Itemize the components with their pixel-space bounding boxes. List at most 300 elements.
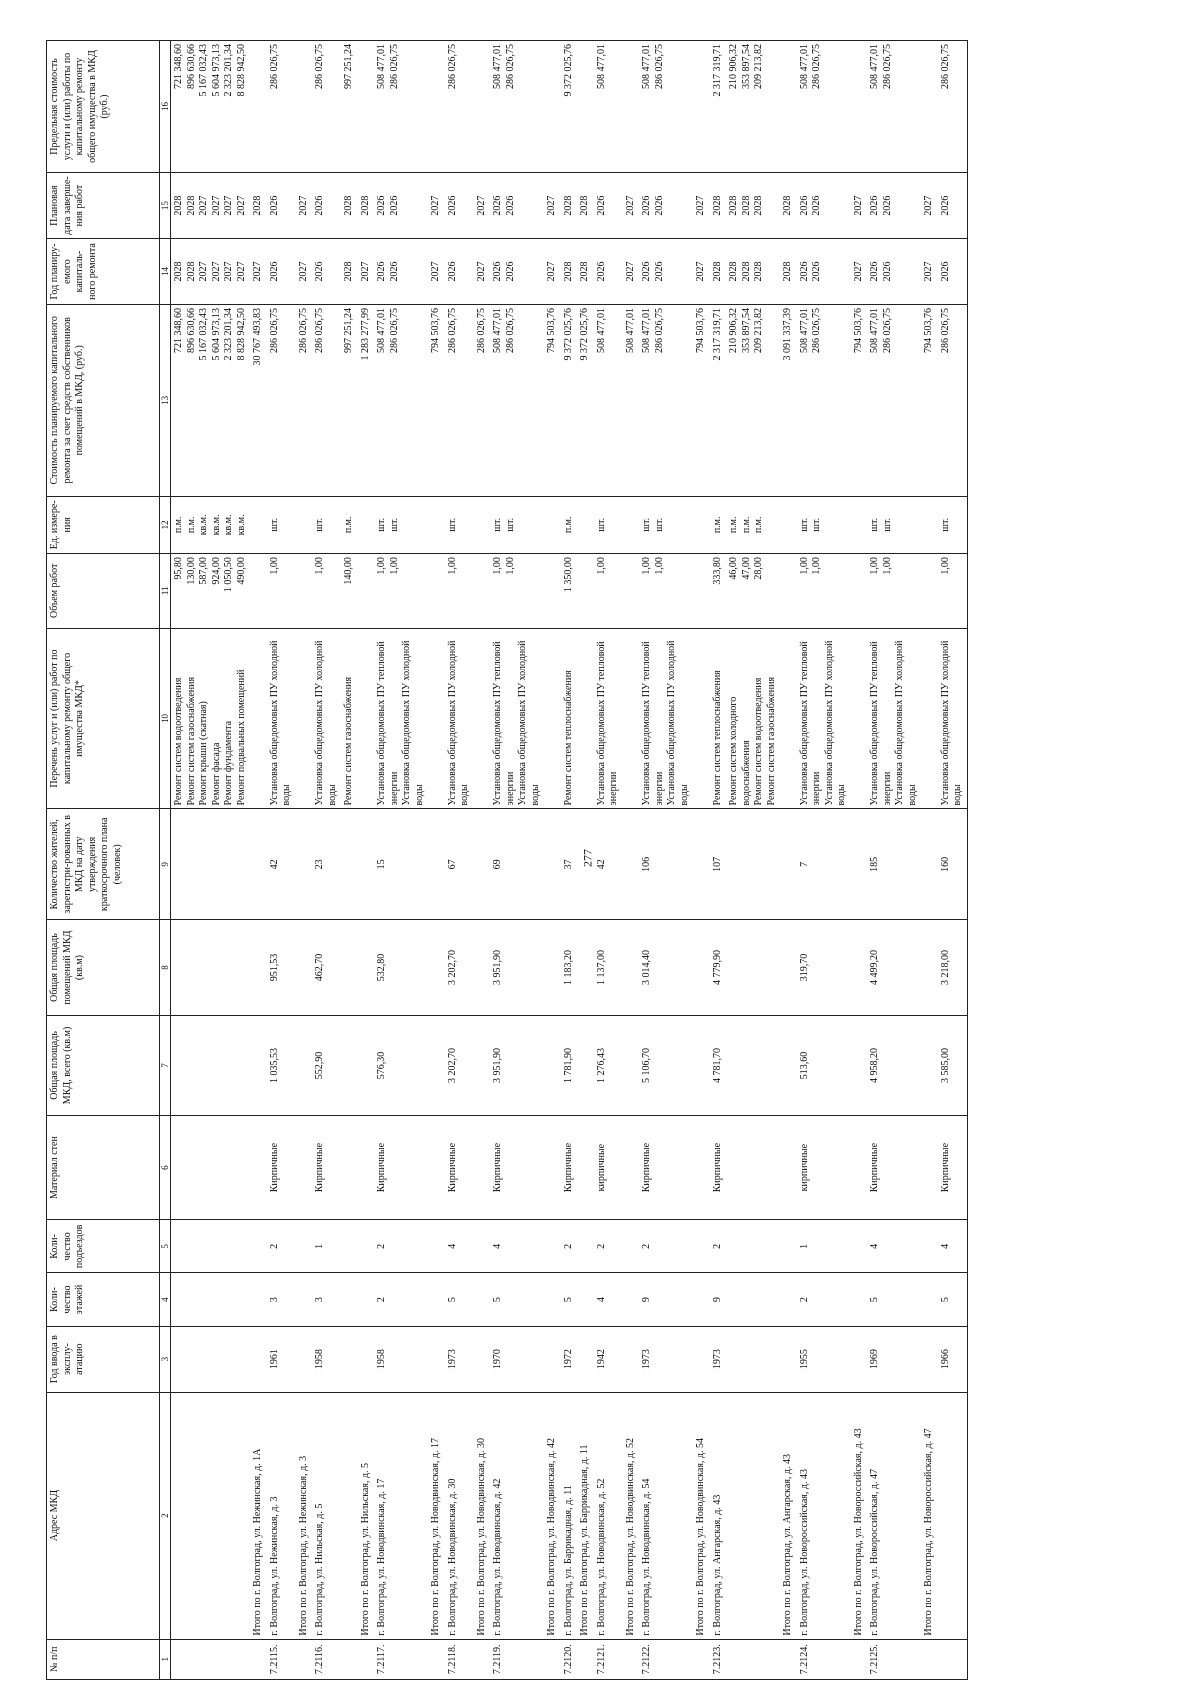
work-items-cell <box>938 628 968 809</box>
repair-year-cell <box>358 239 375 305</box>
row-number-cell <box>171 1639 251 1679</box>
cost-limit-cell <box>312 41 341 173</box>
planned-cost-line: 286 026,75 <box>881 308 893 354</box>
premises-area-cell <box>851 920 868 1016</box>
work-items-line: Ремонт систем теплоснабжения <box>562 670 574 806</box>
work-items-line: Установка общедомовых ПУ холодной воды <box>401 640 425 806</box>
cost-limit-line: 5 604 973,13 <box>210 44 222 97</box>
wall-material-cell <box>623 1115 640 1219</box>
cost-limit-line: 286 026,75 <box>939 44 951 89</box>
address-cell: г. Волгоград, ул. Новодвинская, д. 42 <box>490 1392 544 1639</box>
year-built-cell: 1973 <box>639 1326 693 1392</box>
cost-limit-cell <box>938 41 968 173</box>
work-volume-cell <box>374 554 428 629</box>
row-number-cell: 7.2123. <box>710 1639 727 1679</box>
address-cell: г. Волгоград, ул. Новодвинская, д. 30 <box>445 1392 474 1639</box>
total-area-cell: 3 202,70 <box>445 1015 474 1115</box>
planned-cost-line: 508 477,01 <box>798 308 810 354</box>
row-number-cell <box>544 1639 561 1679</box>
completion-date-cell <box>594 173 623 239</box>
column-header-12: Ед. измере-ния <box>47 496 160 553</box>
work-volume-line: 1,00 <box>869 557 880 575</box>
table-row <box>171 41 251 1680</box>
repair-year-cell <box>445 239 474 305</box>
residents-count-cell <box>358 809 375 920</box>
address-cell <box>341 1392 358 1639</box>
work-items-line: Ремонт фундамента <box>223 720 234 806</box>
table-row <box>561 41 578 1680</box>
work-volume-line: 1,00 <box>641 557 652 575</box>
premises-area-cell: 4 499,20 <box>867 920 921 1016</box>
work-volume-cell <box>594 554 623 629</box>
residents-count-cell <box>296 809 313 920</box>
year-built-cell <box>726 1326 780 1392</box>
wall-material-cell <box>693 1115 710 1219</box>
completion-date-cell <box>358 173 375 239</box>
table-row <box>374 41 428 1680</box>
floors-count-cell <box>780 1273 797 1326</box>
unit-line: кв.м. <box>210 514 222 536</box>
repair-year-line: 2026 <box>869 261 880 282</box>
subtotal-row <box>296 41 313 1680</box>
cost-limit-cell <box>474 41 491 173</box>
unit-line: п.м. <box>740 516 752 534</box>
planned-cost-line: 508 477,01 <box>624 308 636 354</box>
wall-material-cell <box>358 1115 375 1219</box>
wall-material-cell <box>851 1115 868 1219</box>
planned-cost-line: 286 026,75 <box>475 308 487 354</box>
premises-area-cell <box>544 920 561 1016</box>
unit-cell <box>921 496 938 553</box>
wall-material-cell <box>474 1115 491 1219</box>
work-items-line: Установка общедомовых ПУ тепловой энергии <box>869 641 893 806</box>
total-area-cell <box>921 1015 938 1115</box>
planned-cost-cell <box>267 305 296 497</box>
repair-year-line: 2026 <box>268 261 280 282</box>
repair-year-cell <box>544 239 561 305</box>
work-items-cell <box>577 628 594 809</box>
wall-material-cell: Кирпичные <box>312 1115 341 1219</box>
work-volume-cell <box>867 554 921 629</box>
premises-area-cell <box>296 920 313 1016</box>
repair-year-cell <box>693 239 710 305</box>
planned-cost-cell <box>341 305 358 497</box>
completion-date-cell <box>474 173 491 239</box>
row-number-cell: 7.2120. <box>561 1639 578 1679</box>
year-built-cell: 1973 <box>710 1326 727 1392</box>
unit-cell <box>312 496 341 553</box>
planned-cost-line: 794 503,76 <box>923 308 934 354</box>
address-cell: Итого по г. Волгоград, ул. Новороссийская, д. 43 <box>851 1392 868 1639</box>
address-cell: Итого по г. Волгоград, ул. Новодвинская, д. 52 <box>623 1392 640 1639</box>
repair-year-cell <box>267 239 296 305</box>
floors-count-cell <box>341 1273 358 1326</box>
completion-date-cell <box>726 173 780 239</box>
column-number-4: 4 <box>160 1273 171 1326</box>
planned-cost-line: 508 477,01 <box>595 308 607 354</box>
year-built-cell: 1958 <box>374 1326 428 1392</box>
planned-cost-cell <box>710 305 727 497</box>
repair-year-line: 2028 <box>782 261 793 282</box>
premises-area-cell <box>474 920 491 1016</box>
work-items-line: Ремонт подвальных помещений <box>235 669 247 806</box>
wall-material-cell: Кирпичные <box>267 1115 296 1219</box>
unit-line: шт. <box>641 517 652 532</box>
completion-date-line: 2026 <box>595 195 607 216</box>
subtotal-row <box>358 41 375 1680</box>
address-cell <box>726 1392 780 1639</box>
residents-count-cell: 7 <box>797 809 851 920</box>
completion-date-cell <box>867 173 921 239</box>
work-items-cell <box>171 628 251 809</box>
planned-cost-cell <box>312 305 341 497</box>
cost-limit-cell <box>374 41 428 173</box>
column-header-7: Общая площадь МКД, всего (кв.м) <box>47 1015 160 1115</box>
subtotal-row <box>250 41 267 1680</box>
floors-count-cell <box>474 1273 491 1326</box>
planned-cost-line: 3 091 337,39 <box>782 308 793 361</box>
completion-date-cell <box>577 173 594 239</box>
completion-date-cell <box>341 173 358 239</box>
column-number-2: 2 <box>160 1392 171 1639</box>
floors-count-cell: 5 <box>445 1273 474 1326</box>
unit-line: п.м. <box>728 516 739 534</box>
work-items-line: Установка общедомовых ПУ тепловой энергии <box>798 641 822 806</box>
column-number-11: 11 <box>160 554 171 629</box>
work-volume-line: 140,00 <box>343 557 354 585</box>
total-area-cell <box>726 1015 780 1115</box>
premises-area-cell: 3 218,00 <box>938 920 968 1016</box>
column-header-9: Количество жителей, зарегистри-рованных в МКД на дату утверждения краткосрочного плана (человек) <box>47 809 160 920</box>
repair-year-cell <box>938 239 968 305</box>
planned-cost-line: 286 026,75 <box>653 308 665 354</box>
repair-year-line: 2026 <box>811 261 822 282</box>
work-volume-cell <box>851 554 868 629</box>
planned-cost-cell <box>639 305 693 497</box>
row-number-cell <box>358 1639 375 1679</box>
floors-count-cell <box>171 1273 251 1326</box>
total-area-cell <box>428 1015 445 1115</box>
work-volume-cell <box>171 554 251 629</box>
completion-date-line: 2028 <box>359 195 371 216</box>
completion-date-line: 2028 <box>753 195 764 216</box>
completion-date-line: 2028 <box>711 195 723 216</box>
completion-date-line: 2028 <box>740 195 752 216</box>
planned-cost-cell <box>780 305 797 497</box>
work-volume-line: 1,00 <box>446 557 458 575</box>
row-number-cell <box>474 1639 491 1679</box>
residents-count-cell: 69 <box>490 809 544 920</box>
planned-cost-cell <box>374 305 428 497</box>
total-area-cell <box>623 1015 640 1115</box>
entrances-count-cell <box>341 1220 358 1273</box>
floors-count-cell: 2 <box>374 1273 428 1326</box>
entrances-count-cell <box>544 1220 561 1273</box>
cost-limit-cell <box>710 41 727 173</box>
entrances-count-cell <box>428 1220 445 1273</box>
repair-year-line: 2028 <box>562 261 574 282</box>
planned-cost-line: 210 906,32 <box>728 308 739 354</box>
work-items-cell <box>490 628 544 809</box>
work-items-line: Установка общедомовых ПУ холодной воды <box>894 640 918 806</box>
repair-year-cell <box>341 239 358 305</box>
completion-date-line: 2028 <box>343 195 354 216</box>
table-row <box>639 41 693 1680</box>
premises-area-cell <box>921 920 938 1016</box>
unit-cell <box>780 496 797 553</box>
completion-date-cell <box>561 173 578 239</box>
wall-material-cell <box>428 1115 445 1219</box>
residents-count-cell <box>544 809 561 920</box>
planned-cost-cell <box>851 305 868 497</box>
floors-count-cell: 3 <box>312 1273 341 1326</box>
column-number-5: 5 <box>160 1220 171 1273</box>
completion-date-cell <box>445 173 474 239</box>
work-volume-line: 130,00 <box>185 557 197 585</box>
entrances-count-cell: 1 <box>797 1220 851 1273</box>
residents-count-cell: 42 <box>267 809 296 920</box>
row-number-cell: 7.2124. <box>797 1639 851 1679</box>
completion-date-line: 2028 <box>252 195 263 216</box>
unit-cell <box>544 496 561 553</box>
unit-line: шт. <box>653 517 665 532</box>
floors-count-cell <box>250 1273 267 1326</box>
floors-count-cell: 9 <box>710 1273 727 1326</box>
premises-area-cell <box>623 920 640 1016</box>
address-cell: Итого по г. Волгоград, ул. Новодвинская, д. 30 <box>474 1392 491 1639</box>
row-number-cell <box>938 1639 968 1679</box>
planned-cost-line: 508 477,01 <box>641 308 652 354</box>
floors-count-cell <box>544 1273 561 1326</box>
unit-line: кв.м. <box>235 514 247 536</box>
completion-date-cell <box>851 173 868 239</box>
entrances-count-cell <box>296 1220 313 1273</box>
residents-count-cell <box>623 809 640 920</box>
completion-date-line: 2028 <box>579 195 590 216</box>
work-items-line: Ремонт систем газоснабжения <box>765 676 777 806</box>
column-header-1: № п/п <box>47 1639 160 1679</box>
wall-material-cell: Кирпичные <box>490 1115 544 1219</box>
total-area-cell: 3 951,90 <box>490 1015 544 1115</box>
work-items-line: Ремонт фасада <box>210 742 222 806</box>
work-items-cell <box>374 628 428 809</box>
repair-year-line: 2028 <box>579 261 590 282</box>
completion-date-line: 2026 <box>881 195 893 216</box>
cost-limit-cell <box>623 41 640 173</box>
unit-line: кв.м. <box>198 514 209 536</box>
work-items-cell <box>780 628 797 809</box>
residents-count-cell <box>428 809 445 920</box>
work-volume-cell <box>544 554 561 629</box>
completion-date-line: 2026 <box>446 195 458 216</box>
planned-cost-cell <box>296 305 313 497</box>
year-built-cell: 1972 <box>561 1326 578 1392</box>
total-area-cell: 513,60 <box>797 1015 851 1115</box>
row-number-cell: 7.2115. <box>267 1639 296 1679</box>
planned-cost-line: 9 372 025,76 <box>562 308 574 361</box>
work-volume-line: 1,00 <box>595 557 607 575</box>
repair-year-line: 2028 <box>185 261 197 282</box>
unit-line: п.м. <box>173 516 184 534</box>
column-number-15: 15 <box>160 173 171 239</box>
premises-area-cell: 1 183,20 <box>561 920 578 1016</box>
cost-limit-cell <box>780 41 797 173</box>
unit-cell <box>267 496 296 553</box>
repair-year-line: 2027 <box>252 261 263 282</box>
planned-cost-cell <box>921 305 938 497</box>
completion-date-line: 2026 <box>314 195 325 216</box>
residents-count-cell <box>171 809 251 920</box>
year-built-cell <box>544 1326 561 1392</box>
planned-cost-line: 9 372 025,76 <box>579 308 590 361</box>
column-number-7: 7 <box>160 1015 171 1115</box>
total-area-cell <box>341 1015 358 1115</box>
repair-year-cell <box>780 239 797 305</box>
work-items-cell <box>851 628 868 809</box>
work-volume-line: 1,00 <box>314 557 325 575</box>
total-area-cell <box>358 1015 375 1115</box>
table-row <box>312 41 341 1680</box>
work-volume-line: 28,00 <box>753 557 764 580</box>
completion-date-cell <box>797 173 851 239</box>
work-volume-cell <box>312 554 341 629</box>
planned-cost-line: 286 026,75 <box>446 308 458 354</box>
wall-material-cell: Кирпичные <box>561 1115 578 1219</box>
entrances-count-cell <box>726 1220 780 1273</box>
unit-line: шт. <box>881 517 893 532</box>
unit-cell <box>374 496 428 553</box>
wall-material-cell: Кирпичные <box>374 1115 428 1219</box>
total-area-cell: 1 781,90 <box>561 1015 578 1115</box>
wall-material-cell: Кирпичные <box>639 1115 693 1219</box>
column-header-15: Плановая дата заверше-ния работ <box>47 173 160 239</box>
table-header <box>47 41 171 1680</box>
floors-count-cell: 9 <box>639 1273 693 1326</box>
repair-year-cell <box>250 239 267 305</box>
completion-date-line: 2027 <box>852 195 864 216</box>
planned-cost-line: 794 503,76 <box>695 308 706 354</box>
planned-cost-cell <box>693 305 710 497</box>
work-items-cell <box>623 628 640 809</box>
entrances-count-cell <box>623 1220 640 1273</box>
completion-date-line: 2027 <box>198 195 209 216</box>
completion-date-cell <box>296 173 313 239</box>
cost-limit-line: 2 323 201,34 <box>223 44 234 97</box>
work-volume-cell <box>693 554 710 629</box>
cost-limit-cell <box>445 41 474 173</box>
repair-year-line: 2027 <box>546 261 557 282</box>
row-number-cell <box>250 1639 267 1679</box>
row-number-cell <box>577 1639 594 1679</box>
entrances-count-cell: 2 <box>374 1220 428 1273</box>
planned-cost-line: 286 026,75 <box>297 308 309 354</box>
unit-line: шт. <box>811 517 822 532</box>
unit-line: кв.м. <box>223 514 234 536</box>
completion-date-cell <box>267 173 296 239</box>
work-volume-line: 95,80 <box>173 557 184 580</box>
subtotal-row <box>577 41 594 1680</box>
entrances-count-cell: 4 <box>490 1220 544 1273</box>
residents-count-cell <box>250 809 267 920</box>
cost-limit-line: 2 317 319,71 <box>711 44 723 97</box>
completion-date-line: 2027 <box>624 195 636 216</box>
entrances-count-cell: 1 <box>312 1220 341 1273</box>
work-items-cell <box>358 628 375 809</box>
work-volume-cell <box>726 554 780 629</box>
cost-limit-line: 8 828 942,50 <box>235 44 247 97</box>
address-cell: Итого по г. Волгоград, ул. Новодвинская, д. 17 <box>428 1392 445 1639</box>
cost-limit-cell <box>358 41 375 173</box>
unit-line: п.м. <box>185 516 197 534</box>
cost-limit-cell <box>561 41 578 173</box>
floors-count-cell <box>428 1273 445 1326</box>
repair-year-cell <box>594 239 623 305</box>
completion-date-line: 2027 <box>223 195 234 216</box>
column-number-3: 3 <box>160 1326 171 1392</box>
repair-year-cell <box>474 239 491 305</box>
column-header-13: Стоимость планируемого капитального ремонта за счет средств собственников помещений в МКД, (руб.) <box>47 305 160 497</box>
floors-count-cell <box>623 1273 640 1326</box>
cost-limit-line: 721 348,60 <box>173 44 184 89</box>
work-items-cell <box>474 628 491 809</box>
premises-area-cell: 3 202,70 <box>445 920 474 1016</box>
year-built-cell <box>851 1326 868 1392</box>
planned-cost-line: 5 604 973,13 <box>210 308 222 361</box>
table-body <box>171 41 968 1680</box>
address-cell: Итого по г. Волгоград, ул. Нежинская, д. 3 <box>296 1392 313 1639</box>
total-area-cell <box>544 1015 561 1115</box>
work-volume-line: 1,00 <box>653 557 665 575</box>
work-volume-cell <box>474 554 491 629</box>
completion-date-line: 2026 <box>939 195 951 216</box>
planned-cost-line: 508 477,01 <box>869 308 880 354</box>
premises-area-cell: 1 137,00 <box>594 920 623 1016</box>
residents-count-cell: 106 <box>639 809 693 920</box>
completion-date-line: 2028 <box>728 195 739 216</box>
unit-cell <box>710 496 727 553</box>
completion-date-line: 2026 <box>376 195 387 216</box>
work-items-line: Установка общедомовых ПУ тепловой энергии <box>376 641 400 806</box>
entrances-count-cell <box>921 1220 938 1273</box>
wall-material-cell <box>726 1115 780 1219</box>
unit-cell <box>623 496 640 553</box>
column-number-8: 8 <box>160 920 171 1016</box>
cost-limit-cell <box>428 41 445 173</box>
premises-area-cell <box>693 920 710 1016</box>
work-items-cell <box>921 628 938 809</box>
cost-limit-line: 9 372 025,76 <box>562 44 574 97</box>
planned-cost-line: 286 026,75 <box>388 308 400 354</box>
cost-limit-line: 286 026,75 <box>504 44 516 89</box>
completion-date-cell <box>544 173 561 239</box>
completion-date-line: 2026 <box>798 195 810 216</box>
table-row <box>938 41 968 1680</box>
work-volume-cell <box>797 554 851 629</box>
work-volume-cell <box>561 554 578 629</box>
premises-area-cell <box>577 920 594 1016</box>
planned-cost-line: 286 026,75 <box>811 308 822 354</box>
work-items-line: Ремонт систем газоснабжения <box>185 676 197 806</box>
completion-date-cell <box>374 173 428 239</box>
row-number-cell <box>428 1639 445 1679</box>
column-number-1: 1 <box>160 1639 171 1679</box>
row-number-cell <box>726 1639 780 1679</box>
cost-limit-line: 896 630,66 <box>185 44 197 89</box>
unit-cell <box>490 496 544 553</box>
total-area-cell: 1 276,43 <box>594 1015 623 1115</box>
completion-date-line: 2027 <box>695 195 706 216</box>
planned-cost-line: 508 477,01 <box>376 308 387 354</box>
